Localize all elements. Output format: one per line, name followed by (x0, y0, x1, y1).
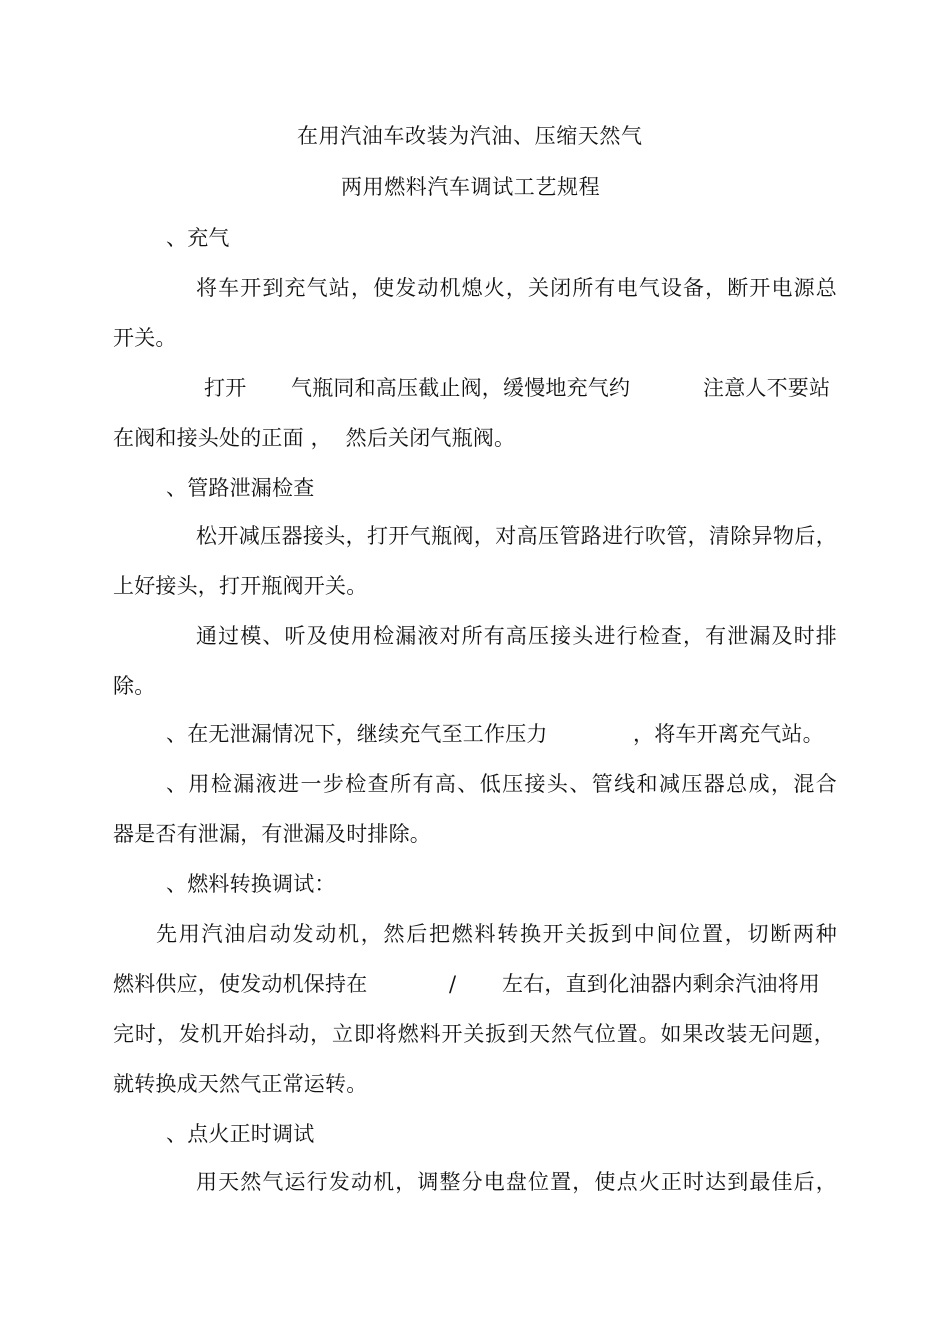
paragraph-line: 燃料供应，使发动机保持在 (113, 972, 368, 996)
doc-title: 在用汽油车改装为汽油、压缩天然气 (297, 124, 643, 148)
section-heading-charging: 、充气 (166, 226, 230, 250)
paragraph-line: 松开减压器接头，打开气瓶阀，对高压管路进行吹管，清除异物后， (196, 524, 837, 548)
paragraph-line: 气瓶同和高压截止阀，缓慢地充气约 (291, 376, 631, 400)
paragraph-line: 打开 (204, 376, 247, 400)
paragraph-line: 将车开到充气站，使发动机熄火，关闭所有电气设备，断开电源总 (196, 276, 837, 300)
section-heading-ignition-timing: 、点火正时调试 (166, 1122, 315, 1146)
paragraph-line: 就转换成天然气正常运转。 (113, 1072, 368, 1096)
section-heading-fuel-switch: 、燃料转换调试： (166, 872, 336, 896)
paragraph-line: 除。 (113, 674, 156, 698)
paragraph-line: 在阀和接头处的正面 ， 然后关闭气瓶阀。 (113, 426, 516, 450)
paragraph-line: 注意人不要站 (703, 376, 831, 400)
paragraph-line: 开关。 (113, 326, 177, 350)
paragraph-line: 通过模、听及使用检漏液对所有高压接头进行检查，有泄漏及时排 (196, 624, 837, 648)
section-heading-leak-check: 、管路泄漏检查 (166, 476, 315, 500)
paragraph-line: 器是否有泄漏，有泄漏及时排除。 (113, 822, 431, 846)
paragraph-line: 左右，直到化油器内剩余汽油将用 (502, 972, 820, 996)
paragraph-line: 先用汽油启动发动机，然后把燃料转换开关扳到中间位置，切断两种 (156, 922, 837, 946)
paragraph-line: 上好接头，打开瓶阀开关。 (113, 574, 368, 598)
paragraph-line: 、用检漏液进一步检查所有高、低压接头、管线和减压器总成，混合 (166, 772, 837, 796)
paragraph-line: 用天然气运行发动机，调整分电盘位置，使点火正时达到最佳后， (196, 1170, 837, 1194)
paragraph-line: 、在无泄漏情况下，继续充气至工作压力 (166, 722, 548, 746)
paragraph-line: ，将车开离充气站。 (633, 722, 824, 746)
doc-subtitle: 两用燃料汽车调试工艺规程 (341, 175, 601, 199)
paragraph-line: 完时，发机开始抖动，立即将燃料开关扳到天然气位置。如果改装无问题， (113, 1022, 835, 1046)
paragraph-line: / (449, 972, 457, 996)
